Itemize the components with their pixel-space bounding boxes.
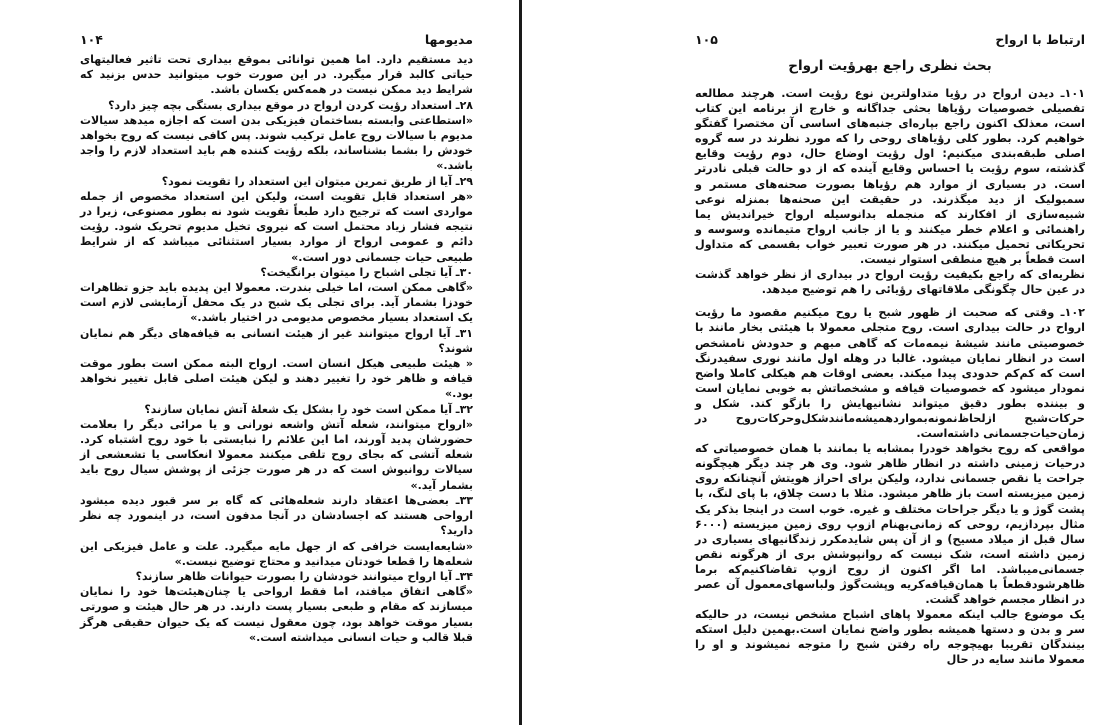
left-paragraph: ۲۹ـ آیا از طریق تمرین میتوان این استعداد را تقویت نمود؟ xyxy=(161,174,473,188)
right-paragraph: مواقعی که روح بخواهد خودرا بمشابه یا بمانند با همان خصوصیاتی که درحیات زمینی داشته در انظار ظاهر شود. وی هر چند دیگر هیچگونه جراحت یا نقص جسمانی ندارد، ولیکن برای احراز هویتش آنچنانکه روی زمین میزیسته است باز ظاهر میشود. مثلا با دست چلاق، با پای لنگ، با پشت گوژ و یا دیگر جراحات مختلف و غیره. خوب است در اینجا بذکر یک مثال بپردازیم، روحی که زمانی‌بهنام ازوپ روی زمین میزیسته (۶۰۰۰ سال قبل از میلاد مسیح) و از آن پس شایدمکرر زندگانیهای بسیاری در زمین داشته است، شک نیست که روانپوشش بری از هرگونه نقص جسمانی‌میباشد. اما اگر اکنون از روح ازوپ تقاضاکنیم‌که برما ظاهر‌شود‌قطعاً با همان‌قیافه‌کریه وپشت‌گوژ ولباسهای‌معمول آن عصر در انظار مجسم خواهد گشت. xyxy=(695,442,1085,607)
right-paragraph: نظریه‌ای که راجع بکیفیت رؤیت ارواح در بیداری از نظر خواهد گذشت در عین حال چگونگی ملاقاتهای رؤیائی را هم توضیح میدهد. xyxy=(695,268,1085,297)
right-paragraph: ۱۰۲ـ وقتی که صحبت از ظهور شبح یا روح میکنیم مقصود ما رؤیت ارواح در حالت بیداری است. روح متجلی معمولا با هیئتی بخار مانند با خصوصیتی مانند شیشهٔ نیمه‌مات که گاهی مبهم و حدودش نامشخص است در انظار نمایان میشود. غالبا در وهله اول مانند نوری سفیدرنگ است که کم‌کم حدودی پیدا میکند. بعضی اوقات هم هیکلی کاملا واضح نمودار میشود که خصوصیات قیافه و مشخصاتش به خوبی نمایان است و بیننده بطور دقیق میتواند نشانیهایش را بازگو کند. شکل و حرکات‌شبح ازلحاظ‌نمونه‌بمواردهمیشه‌مانندشکل‌وحرکات‌روح در زمان‌حیات‌جسمانی داشته‌است. xyxy=(695,306,1085,441)
right-running-title: ارتباط با ارواح xyxy=(995,32,1085,47)
right-paragraph: یک موضوع جالب اینکه معمولا پاهای اشباح مشخص نیست، در حالیکه سر و بدن و دستها همیشه بطور واضح نمایان است.بهمین دلیل استکه بینندگان تقریبا بهیچوجه راه رفتن شبح را متوجه نمیشوند و او را معمولا مانند سایه در حال xyxy=(695,608,1085,667)
chapter-title: بحث نظری راجع بهرؤیت ارواح xyxy=(788,58,992,74)
left-paragraph: ۲۸ـ استعداد رؤیت کردن ارواح در موقع بیداری بستگی بچه چیز دارد؟ xyxy=(108,98,473,112)
left-paragraph: ۳۰ـ آیا تجلی اشباح را میتوان برانگیخت؟ xyxy=(260,265,473,279)
left-paragraph: «شایعه‌ایست خرافی که از جهل مایه میگیرد. علت و عامل فیزیکی این شعله‌ها را قطعا خودتان میدانید و محتاج توضیح نیست.» xyxy=(80,539,473,568)
left-paragraph: «ارواح میتوانند، شعله آتش واشعه نورانی و یا مرائی دیگر را بعلامت حضورشان پدید آورند، اما این علائم را نبایستی با خود روح اشتباه کرد. شعله آتشی که بجای روح تلقی میکنند معمولا انعکاسی یا تشعشعی از سیالات روانیوش است که در هر صورت جزئی از پوشش سیال روح باید بشمار آید.» xyxy=(80,417,473,492)
left-running-head xyxy=(80,32,473,52)
right-running-head xyxy=(695,32,1085,52)
book-gutter xyxy=(519,0,522,725)
left-paragraph: «گاهی اتفاق میافتد، اما فقط ارواحی یا چنان‌هیئت‌ها خود را نمایان میسازند که مقام و طبعی بسیار پست دارند. در هر حال هیئت و صورتی بسیار موقت خواهد بود، چون معقول نیست که یک حیوان حقیقی هرگز قبلا قالب و حیات انسانی میداشته است.» xyxy=(80,585,473,644)
left-running-title: مديومها xyxy=(424,32,473,47)
left-paragraph: «استطاعتی وابسته بساختمان فیزیکی بدن است که اجازه میدهد سیالات مدیوم با سیالات روح عامل ترکیب شوند. پس کافی نیست که روح بخواهد خودش را بشما بشناساند، بلکه رؤیت کننده هم باید استعداد لازم را واجد باشد.» xyxy=(80,113,473,173)
left-page-number: ۱۰۴ xyxy=(80,32,103,47)
left-paragraph: دید مستقیم دارد. اما همین توانائی بموقع بیداری تحت تاثیر فعالیتهای حیاتی کالبد قرار میگیرد. در این صورت خوب میتوانید حدس بزنید که شرایط دید ممکن نیست در همه‌کس یکسان باشد. xyxy=(80,53,473,97)
right-page xyxy=(695,32,1085,668)
left-paragraph: ۳۴ـ آیا ارواح میتوانند خودشان را بصورت حیوانات ظاهر سازند؟ xyxy=(135,569,473,583)
right-page-number: ۱۰۵ xyxy=(695,32,718,47)
paragraph-gap xyxy=(695,297,1085,305)
left-page xyxy=(80,32,473,645)
left-paragraph: ۳۱ـ آیا ارواح میتوانند غیر از هیئت انسانی به قیافه‌های دیگر هم نمایان شوند؟ xyxy=(80,326,473,355)
right-paragraph: ۱۰۱ـ دیدن ارواح در رؤیا متداولترین نوع رؤیت است. هرچند مطالعه تفصیلی خصوصیات رؤیاها بحثی جداگانه و خارج از برنامه این کتاب است، معذلک اکنون راجع بپاره‌ای جنبه‌های اساسی آن مختصرا گفتگو خواهیم کرد. بطور کلی رؤیاهای روحی را که مورد نظرند در سه گروه اصلی طبقه‌بندی میکنیم: اول رؤیت اوضاع حال، دوم رؤیت وقایع گذشته، سوم رؤیت یا احساس وقایع آینده که از دو حالت قبلی نادرتر است. در بسیاری از موارد هم رؤیاها بصورت صحنه‌های مستمر و سمبولیک از دید میگذرند. در حقیقت این صحنه‌ها بمنزله نوعی شبیه‌سازی از افکارند که منجمله بدانوسیله ارواح خیراندیش یما راهنمائی و اعلام خطر میکنند و یا از جانب ارواح متیمانده وسوسه و تحریکاتی تحمیل میکنند. در هر صورت تعبیر خواب بقسمی که متداول است قطعاً بر هیچ منطقی استوار نیست. xyxy=(695,87,1085,267)
left-paragraph: « هیئت طبیعی هیکل انسان است. ارواح البته ممکن است بطور موقت قیافه و ظاهر خود را تغییر دهند و لیکن هیئت اصلی قابل تغییر نخواهد بود.» xyxy=(80,357,473,401)
left-paragraph: «گاهی ممکن است، اما خیلی بندرت. معمولا این پدیده باید جزو تظاهرات خودزا بشمار آید. برای تجلی یک شبح در یک محفل آزمایشی لازم است یک استعداد بسیار مخصوص مدیومی در اختیار باشد.» xyxy=(80,281,473,325)
left-paragraph: ۳۳ـ بعضی‌ها اعتقاد دارند شعله‌هائی که گاه بر سر قبور دیده میشود ارواحی هستند که اجسادشان در آنجا مدفون است، در اینمورد چه نظر دارید؟ xyxy=(80,493,473,538)
left-paragraph: ۳۲ـ آیا ممکن است خود را بشکل یک شعلهٔ آتش نمایان سازند؟ xyxy=(144,402,473,416)
left-paragraph: «هر استعداد قابل تقویت است، ولیکن این استعداد مخصوص از جمله مواردی است که ترجیح دارد طبعاً تقویت شود نه بطور مصنوعی، زیرا در نتیجه فشار زیاد محتمل است که نیروی تخیل مدیوم تحریک شود. رؤیت دائم و عمومی ارواح از موارد بسیار استثنائی میباشد که از شرایط طبیعی حیات جسمانی دور است.» xyxy=(80,189,473,264)
